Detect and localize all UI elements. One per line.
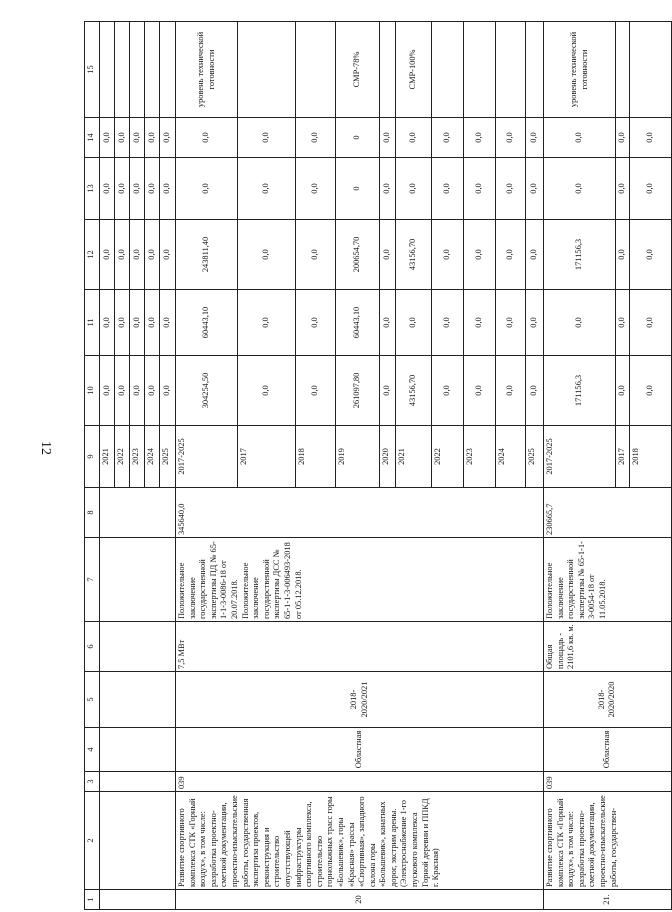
header-cell-5: 5: [85, 672, 100, 728]
value-cell: 0: [336, 118, 380, 158]
note-cell: [526, 22, 544, 118]
investment-table: [84, 21, 672, 910]
note-cell: [145, 22, 160, 118]
note-cell: [616, 22, 630, 118]
value-cell: 171156,3: [544, 220, 616, 290]
value-cell: 0,0: [544, 118, 616, 158]
value-cell: 0,0: [526, 356, 544, 426]
item-period: 2018-2020/2020: [544, 672, 672, 728]
value-cell: 0,0: [160, 356, 176, 426]
year-cell: 2023: [464, 426, 496, 488]
value-cell: 304254,50: [176, 356, 238, 426]
item-level: Областная: [176, 728, 544, 772]
value-cell: 0,0: [464, 290, 496, 356]
item-expertise: Положительное заключение государственной экспертизы № 65-1-1-3-0054-18 от 11.05.2018.: [544, 538, 672, 622]
value-cell: 0,0: [238, 220, 296, 290]
header-cell-13: 13: [85, 158, 100, 220]
empty-cell: [100, 672, 176, 728]
rotated-table-container: [84, 22, 654, 910]
value-cell: 0,0: [115, 356, 130, 426]
value-cell: 0,0: [380, 220, 396, 290]
year-cell: 2017-2025: [176, 426, 238, 488]
value-cell: 43156,70: [396, 356, 432, 426]
year-cell: 2025: [526, 426, 544, 488]
value-cell: 60443,10: [176, 290, 238, 356]
value-cell: 0: [336, 158, 380, 220]
note-cell: уровень технической готовности: [176, 22, 238, 118]
year-cell: 2025: [160, 426, 176, 488]
item-name: Развитие спортивного комплекса СТК «Горный воздух», в том числе: разработка проектно-сметной документации, проектно-изыскательские работы, государствен-: [544, 792, 672, 890]
empty-cell: [100, 792, 176, 890]
value-cell: 0,0: [100, 290, 115, 356]
header-cell-12: 12: [85, 220, 100, 290]
value-cell: 0,0: [629, 220, 671, 290]
value-cell: 0,0: [115, 290, 130, 356]
note-cell: [464, 22, 496, 118]
value-cell: 0,0: [145, 118, 160, 158]
value-cell: 200654,70: [336, 220, 380, 290]
value-cell: 0,0: [115, 118, 130, 158]
page-number: 12: [38, 441, 53, 455]
value-cell: 0,0: [396, 290, 432, 356]
value-cell: 0,0: [238, 356, 296, 426]
year-cell: 2018: [296, 426, 336, 488]
empty-cell: [100, 890, 176, 910]
empty-cell: [100, 622, 176, 672]
value-cell: 0,0: [130, 290, 145, 356]
item-expertise: Положительное заключение государственной экспертизы ПД № 65-1-1-3-0086-18 от 20.07.2018. Положительное заключение государственной экспертизы ДСС № 65-1-1-3-006493-2018 от 05.12.2018.: [176, 538, 544, 622]
value-cell: 0,0: [100, 158, 115, 220]
value-cell: 0,0: [616, 290, 630, 356]
header-cell-11: 11: [85, 290, 100, 356]
value-cell: 0,0: [432, 356, 464, 426]
year-cell: 2024: [145, 426, 160, 488]
item-name: Развитие спортивного комплекса СТК «Горный воздух», в том числе: разработка проектно-сметной документации, проектно-изыскательские работы, государственная экспертиза проектов, реконструкция и строительство опустствующей инфраструктуры спортивного комплекса, строительство горнолыжных трасс горы «Большевик», горы «Красная» трассы «Спортивная», западного склона горы «Большевик», канатных дорог, экстрим арены. (Электроснабжение 1-го пускового комплекса Горной деревни и ППКД г. Красная): [176, 792, 544, 890]
value-cell: 0,0: [380, 356, 396, 426]
value-cell: 0,0: [616, 220, 630, 290]
value-cell: 261097,80: [336, 356, 380, 426]
value-cell: 0,0: [176, 158, 238, 220]
value-cell: 0,0: [544, 290, 616, 356]
year-cell: 2022: [432, 426, 464, 488]
header-cell-2: 2: [85, 792, 100, 890]
item-cost: 230665,7: [544, 488, 672, 538]
year-cell: 2017: [616, 426, 630, 488]
year-cell: 2023: [130, 426, 145, 488]
value-cell: 43156,70: [396, 220, 432, 290]
header-cell-4: 4: [85, 728, 100, 772]
value-cell: 0,0: [100, 118, 115, 158]
value-cell: 0,0: [145, 220, 160, 290]
empty-cell: [100, 772, 176, 792]
note-cell: [115, 22, 130, 118]
note-cell: [160, 22, 176, 118]
year-cell: 2021: [396, 426, 432, 488]
note-cell: [629, 22, 671, 118]
value-cell: 0,0: [526, 158, 544, 220]
value-cell: 0,0: [238, 290, 296, 356]
value-cell: 0,0: [145, 290, 160, 356]
note-cell: СМР-78%: [336, 22, 380, 118]
value-cell: 0,0: [464, 356, 496, 426]
empty-cell: [100, 488, 176, 538]
value-cell: 0,0: [130, 220, 145, 290]
value-cell: 0,0: [238, 118, 296, 158]
value-cell: 0,0: [160, 290, 176, 356]
header-cell-6: 6: [85, 622, 100, 672]
note-cell: [380, 22, 396, 118]
year-cell: 2019: [336, 426, 380, 488]
item-level: Областная: [544, 728, 672, 772]
value-cell: 0,0: [160, 220, 176, 290]
year-cell: 2021: [100, 426, 115, 488]
empty-cell: [100, 728, 176, 772]
item-code: 039: [176, 772, 544, 792]
value-cell: 0,0: [526, 220, 544, 290]
value-cell: 0,0: [496, 118, 526, 158]
value-cell: 0,0: [130, 158, 145, 220]
value-cell: 0,0: [496, 158, 526, 220]
value-cell: 0,0: [629, 356, 671, 426]
value-cell: 0,0: [100, 220, 115, 290]
value-cell: 0,0: [145, 158, 160, 220]
note-cell: [100, 22, 115, 118]
value-cell: 0,0: [296, 290, 336, 356]
value-cell: 0,0: [496, 220, 526, 290]
value-cell: 0,0: [115, 220, 130, 290]
value-cell: 0,0: [160, 118, 176, 158]
year-cell: 2022: [115, 426, 130, 488]
year-cell: 2017-2025: [544, 426, 616, 488]
item-period: 2018-2020/2021: [176, 672, 544, 728]
value-cell: 0,0: [496, 290, 526, 356]
value-cell: 0,0: [544, 158, 616, 220]
table-row: [100, 22, 115, 910]
value-cell: 0,0: [145, 356, 160, 426]
value-cell: 0,0: [616, 118, 630, 158]
item-capacity: 7,5 МВт: [176, 622, 544, 672]
value-cell: 0,0: [432, 158, 464, 220]
note-cell: [130, 22, 145, 118]
note-cell: [238, 22, 296, 118]
value-cell: 0,0: [496, 356, 526, 426]
year-cell: 2017: [238, 426, 296, 488]
table-row: [176, 22, 238, 910]
value-cell: 0,0: [396, 158, 432, 220]
value-cell: 0,0: [380, 158, 396, 220]
value-cell: 0,0: [432, 290, 464, 356]
value-cell: 0,0: [296, 356, 336, 426]
header-cell-15: 15: [85, 22, 100, 118]
header-cell-1: 1: [85, 890, 100, 910]
item-number: 21.: [544, 890, 672, 910]
value-cell: 0,0: [380, 290, 396, 356]
header-cell-7: 7: [85, 538, 100, 622]
value-cell: 0,0: [432, 118, 464, 158]
value-cell: 0,0: [432, 220, 464, 290]
note-cell: [296, 22, 336, 118]
item-cost: 345640,0: [176, 488, 544, 538]
value-cell: 0,0: [238, 158, 296, 220]
value-cell: 0,0: [380, 118, 396, 158]
value-cell: 171156,3: [544, 356, 616, 426]
header-cell-3: 3: [85, 772, 100, 792]
note-cell: [496, 22, 526, 118]
item-number: 20: [176, 890, 544, 910]
value-cell: 0,0: [526, 290, 544, 356]
value-cell: 0,0: [464, 158, 496, 220]
empty-cell: [100, 538, 176, 622]
value-cell: 60443,10: [336, 290, 380, 356]
item-capacity: Общая площадь - 2101,6 кв. м.: [544, 622, 672, 672]
year-cell: 2024: [496, 426, 526, 488]
header-cell-9: 9: [85, 426, 100, 488]
value-cell: 0,0: [296, 158, 336, 220]
value-cell: 0,0: [616, 356, 630, 426]
value-cell: 0,0: [130, 118, 145, 158]
value-cell: 0,0: [296, 118, 336, 158]
value-cell: 0,0: [100, 356, 115, 426]
value-cell: 0,0: [115, 158, 130, 220]
header-row: [85, 22, 100, 910]
note-cell: уровень технической готовности: [544, 22, 616, 118]
header-cell-10: 10: [85, 356, 100, 426]
year-cell: 2018: [629, 426, 671, 488]
header-cell-8: 8: [85, 488, 100, 538]
note-cell: [432, 22, 464, 118]
value-cell: 0,0: [464, 118, 496, 158]
header-cell-14: 14: [85, 118, 100, 158]
value-cell: 0,0: [160, 158, 176, 220]
table-row: [544, 22, 616, 910]
value-cell: 0,0: [526, 118, 544, 158]
note-cell: СМР-100%: [396, 22, 432, 118]
value-cell: 0,0: [616, 158, 630, 220]
value-cell: 0,0: [629, 158, 671, 220]
value-cell: 0,0: [130, 356, 145, 426]
value-cell: 0,0: [464, 220, 496, 290]
value-cell: 0,0: [629, 118, 671, 158]
value-cell: 0,0: [296, 220, 336, 290]
value-cell: 243811,40: [176, 220, 238, 290]
value-cell: 0,0: [629, 290, 671, 356]
value-cell: 0,0: [396, 118, 432, 158]
item-code: 039: [544, 772, 672, 792]
value-cell: 0,0: [176, 118, 238, 158]
year-cell: 2020: [380, 426, 396, 488]
